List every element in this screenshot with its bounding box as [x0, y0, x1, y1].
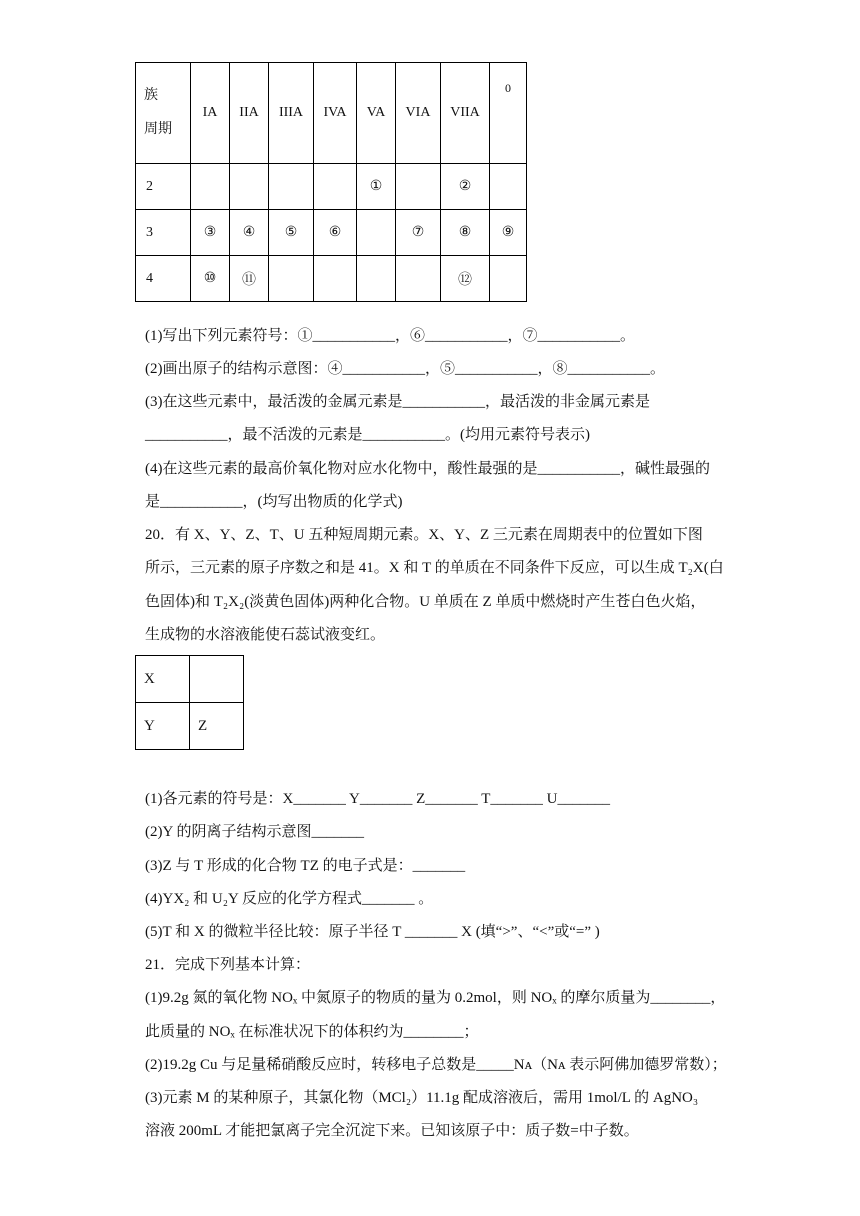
question-text-line: (3)Z 与 T 形成的化合物 TZ 的电子式是：_______ [145, 858, 466, 874]
periodic-table [135, 62, 527, 302]
question-text-line: (3)元素 M 的某种原子，其氯化物（MCl₂）11.1g 配成溶液后，需用 1mol/L 的 AgNO₃ [145, 1090, 699, 1106]
group-header: VIA [396, 63, 441, 164]
period-label: 周期 [144, 122, 172, 137]
group-header: VIIA [441, 63, 490, 164]
element-cell [357, 210, 396, 256]
group-header: IIA [230, 63, 269, 164]
question-text-line: (3)在这些元素中，最活泼的金属元素是___________，最活泼的非金属元素是 [145, 394, 650, 410]
element-cell [269, 164, 314, 210]
question-text-line: (1)9.2g 氮的氧化物 NOₓ 中氮原子的物质的量为 0.2mol，则 NOₓ 的摩尔质量为________， [145, 990, 726, 1006]
element-cell [314, 256, 357, 302]
group-header: IVA [314, 63, 357, 164]
question-text-line: 此质量的 NOₓ 在标准状况下的体积约为________； [145, 1024, 479, 1040]
element-cell: ⑩ [191, 256, 230, 302]
element-cell: ⑪ [230, 256, 269, 302]
element-cell: X [136, 656, 190, 703]
group-header: IA [191, 63, 230, 164]
question-text-line: (2)画出原子的结构示意图：④___________，⑤___________，⑧___________。 [145, 361, 665, 377]
corner-header [136, 63, 191, 164]
element-cell [314, 164, 357, 210]
question-text-line: (2)19.2g Cu 与足量稀硝酸反应时，转移电子总数是_____Nᴀ（Nᴀ 表示阿佛加德罗常数）； [145, 1057, 727, 1073]
element-cell: ⑦ [396, 210, 441, 256]
element-cell [357, 256, 396, 302]
element-cell: ③ [191, 210, 230, 256]
period-cell: 3 [136, 210, 191, 256]
table-row [136, 210, 527, 256]
element-cell [269, 256, 314, 302]
group-label: 族 [144, 88, 158, 103]
question-text-line: (4)YX₂ 和 U₂Y 反应的化学方程式_______ 。 [145, 891, 434, 907]
element-cell: ② [441, 164, 490, 210]
question-text-line: (2)Y 的阴离子结构示意图_______ [145, 824, 365, 840]
table-row [136, 164, 527, 210]
question-text-line: 溶液 200mL 才能把氯离子完全沉淀下来。已知该原子中：质子数=中子数。 [145, 1123, 639, 1139]
element-cell [396, 256, 441, 302]
question-text-line: 21．完成下列基本计算： [145, 957, 311, 973]
question-text-line: 所示，三元素的原子序数之和是 41。X 和 T 的单质在不同条件下反应，可以生成 T₂X(白 [145, 560, 724, 576]
question-text-line: 20．有 X、Y、Z、T、U 五种短周期元素。X、Y、Z 三元素在周期表中的位置如下图 [145, 527, 703, 543]
element-cell: ④ [230, 210, 269, 256]
table-row [136, 256, 527, 302]
question-text-line: (1)写出下列元素符号：①___________，⑥___________，⑦___________。 [145, 328, 635, 344]
group-header: 0 [490, 63, 527, 164]
element-cell: ⑧ [441, 210, 490, 256]
element-cell: ⑥ [314, 210, 357, 256]
xyz-position-table [135, 655, 244, 750]
element-cell: Y [136, 703, 190, 750]
element-cell [490, 164, 527, 210]
group-header: VA [357, 63, 396, 164]
element-cell: Z [190, 703, 244, 750]
element-cell: ⑨ [490, 210, 527, 256]
element-cell [230, 164, 269, 210]
element-cell: ⑤ [269, 210, 314, 256]
element-cell [490, 256, 527, 302]
element-cell: ① [357, 164, 396, 210]
question-text-line: ___________，最不活泼的元素是___________。(均用元素符号表示) [145, 427, 590, 443]
question-text-line: 色固体)和 T₂X₂(淡黄色固体)两种化合物。U 单质在 Z 单质中燃烧时产生苍白色火焰， [145, 594, 706, 610]
question-text-line: (1)各元素的符号是：X_______ Y_______ Z_______ T_______ U_______ [145, 791, 610, 807]
group-header: IIIA [269, 63, 314, 164]
element-cell [396, 164, 441, 210]
element-cell [190, 656, 244, 703]
period-cell: 2 [136, 164, 191, 210]
element-cell [191, 164, 230, 210]
question-text-line: (4)在这些元素的最高价氧化物对应水化物中，酸性最强的是___________，碱性最强的 [145, 461, 710, 477]
question-text-line: 是___________，(均写出物质的化学式) [145, 494, 403, 510]
question-text-line: 生成物的水溶液能使石蕊试液变红。 [145, 627, 386, 643]
element-cell: ⑫ [441, 256, 490, 302]
period-cell: 4 [136, 256, 191, 302]
question-text-line: (5)T 和 X 的微粒半径比较：原子半径 T _______ X (填“>”、“<”或“=” ) [145, 924, 600, 940]
